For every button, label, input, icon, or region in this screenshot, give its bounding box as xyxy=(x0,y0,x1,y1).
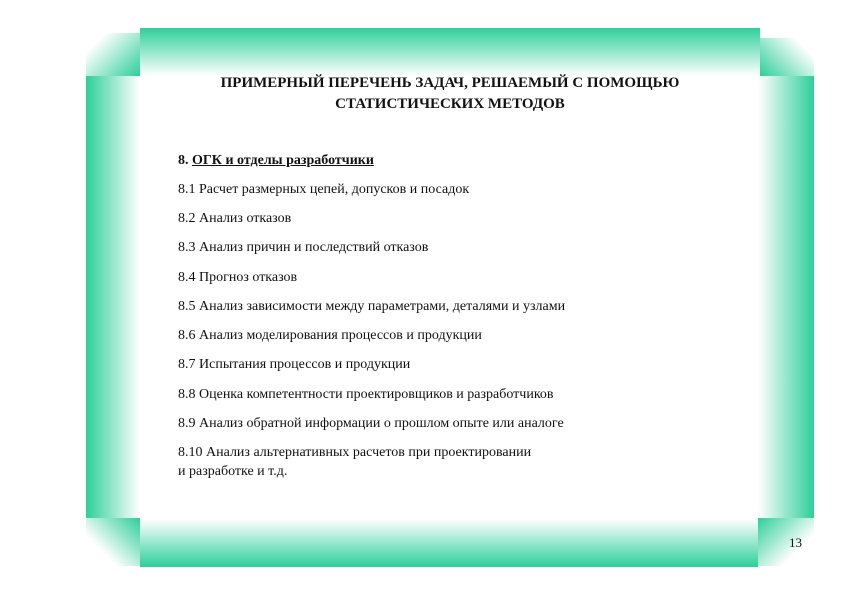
title-line-2: СТАТИСТИЧЕСКИХ МЕТОДОВ xyxy=(335,96,565,112)
frame-left xyxy=(86,76,140,518)
list-item: 8.2 Анализ отказов xyxy=(178,211,292,226)
list-item: 8.3 Анализ причин и последствий отказов xyxy=(178,240,429,255)
frame-corner-bottom-left xyxy=(86,518,140,566)
list-item: 8.5 Анализ зависимости между параметрами, деталями и узлами xyxy=(178,299,566,314)
section-heading-text: ОГК и отделы разработчики xyxy=(192,153,374,168)
list-item: 8.8 Оценка компетентности проектировщиков и разработчиков xyxy=(178,387,554,402)
frame-right xyxy=(758,76,814,518)
list-item: 8.9 Анализ обратной информации о прошлом опыте или аналоге xyxy=(178,416,564,431)
list-item: 8.6 Анализ моделирования процессов и продукции xyxy=(178,328,482,343)
section-number: 8. xyxy=(178,153,189,168)
section-heading xyxy=(178,151,374,170)
frame-corner-top-left xyxy=(86,33,140,76)
frame-top xyxy=(140,28,760,76)
frame-bottom xyxy=(140,519,758,567)
frame-corner-top-right xyxy=(760,38,814,76)
slide-title xyxy=(140,73,760,115)
list-item: 8.1 Расчет размерных цепей, допусков и посадок xyxy=(178,182,470,197)
list-item: 8.10 Анализ альтернативных расчетов при проектировании xyxy=(178,445,532,460)
list-item-continuation: и разработке и т.д. xyxy=(178,464,288,479)
list-item: 8.4 Прогноз отказов xyxy=(178,270,298,285)
page-number: 13 xyxy=(789,535,802,550)
title-line-1: ПРИМЕРНЫЙ ПЕРЕЧЕНЬ ЗАДАЧ, РЕШАЕМЫЙ С ПОМОЩЬЮ xyxy=(220,75,680,91)
list-item: 8.7 Испытания процессов и продукции xyxy=(178,357,411,372)
frame-corner-bottom-right xyxy=(758,518,814,566)
